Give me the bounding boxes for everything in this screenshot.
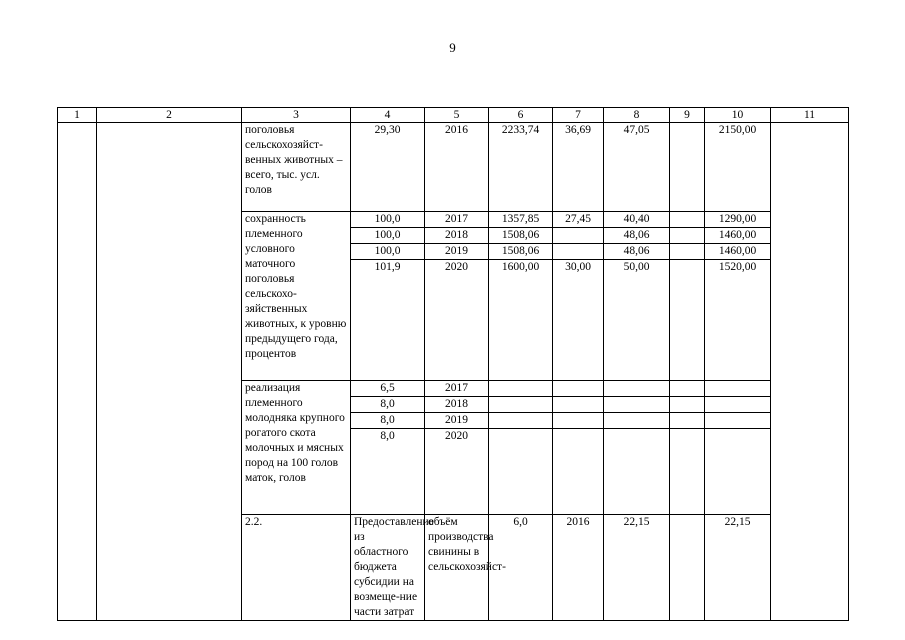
col-header-6: 6 [489, 108, 553, 123]
col-header-9: 9 [670, 108, 705, 123]
cell-target-value: 29,30 [351, 123, 425, 212]
cell-local [670, 123, 705, 212]
cell-item-number: 2.2. [242, 515, 351, 621]
cell-federal: 36,69 [553, 123, 604, 212]
cell-regional: 48,06 [604, 228, 670, 244]
cell-federal [553, 413, 604, 429]
cell-target-value: 6,0 [489, 515, 553, 621]
col-header-3: 3 [242, 108, 351, 123]
col-header-11: 11 [771, 108, 849, 123]
col-header-4: 4 [351, 108, 425, 123]
table-row [58, 123, 849, 212]
cell-federal [670, 515, 705, 621]
cell-year: 2019 [425, 244, 489, 260]
cell-year: 2016 [553, 515, 604, 621]
col-header-7: 7 [553, 108, 604, 123]
indicator-breeding-sales: реализация племенного молодняка крупного рогатого скота молочных и мясных пород на 100 голов маток, голов [242, 381, 351, 515]
cell-total: 1357,85 [489, 212, 553, 228]
cell-year: 2017 [425, 381, 489, 397]
cell-total [489, 381, 553, 397]
cell-measure: Предоставление из областного бюджета субсидии на возмеще-ние части затрат [351, 515, 425, 621]
cell-regional [604, 397, 670, 413]
cell-regional: 47,05 [604, 123, 670, 212]
cell-year: 2020 [425, 260, 489, 381]
cell-total [489, 413, 553, 429]
cell-year: 2018 [425, 397, 489, 413]
cell-total [489, 397, 553, 413]
cell-target-value: 8,0 [351, 413, 425, 429]
cell-extra: 1520,00 [705, 260, 771, 381]
column-number-row [58, 108, 849, 123]
cell-federal [553, 228, 604, 244]
cell-regional: 40,40 [604, 212, 670, 228]
cell-regional [604, 429, 670, 515]
cell-federal: 27,45 [553, 212, 604, 228]
cell-local [670, 244, 705, 260]
cell-extra [705, 397, 771, 413]
cell-federal [553, 244, 604, 260]
cell-year: 2017 [425, 212, 489, 228]
col-header-1: 1 [58, 108, 97, 123]
cell-num-empty [58, 123, 97, 621]
cell-federal [553, 429, 604, 515]
cell-target-value: 8,0 [351, 397, 425, 413]
cell-federal: 30,00 [553, 260, 604, 381]
cell-federal [553, 381, 604, 397]
col-header-2: 2 [97, 108, 242, 123]
cell-local [670, 212, 705, 228]
cell-local [670, 260, 705, 381]
program-table [57, 107, 849, 621]
indicator-breeding-preservation: сохранность племенного условного маточного поголовья сельскохо-зяйственных животных, к уровню предыдущего года, процентов [242, 212, 351, 381]
cell-local [670, 429, 705, 515]
cell-extra [705, 381, 771, 397]
cell-extra: 1290,00 [705, 212, 771, 228]
col-header-5: 5 [425, 108, 489, 123]
cell-year: 2019 [425, 413, 489, 429]
cell-year: 2016 [425, 123, 489, 212]
cell-extra [705, 413, 771, 429]
cell-target-value: 100,0 [351, 212, 425, 228]
cell-target-value: 8,0 [351, 429, 425, 515]
cell-extra: 2150,00 [705, 123, 771, 212]
cell-year: 2018 [425, 228, 489, 244]
cell-regional: 22,15 [705, 515, 771, 621]
cell-regional: 50,00 [604, 260, 670, 381]
cell-total: 1508,06 [489, 228, 553, 244]
cell-total [489, 429, 553, 515]
cell-extra [705, 429, 771, 515]
cell-local [670, 397, 705, 413]
page-number: 9 [449, 40, 456, 55]
cell-local [670, 381, 705, 397]
cell-target-value: 100,0 [351, 244, 425, 260]
cell-local [670, 228, 705, 244]
cell-total: 22,15 [604, 515, 670, 621]
cell-target-value: 6,5 [351, 381, 425, 397]
cell-measure-empty [97, 123, 242, 621]
cell-year: 2020 [425, 429, 489, 515]
cell-local [670, 413, 705, 429]
col-header-10: 10 [705, 108, 771, 123]
cell-extra: 1460,00 [705, 244, 771, 260]
col-header-8: 8 [604, 108, 670, 123]
cell-target-value: 100,0 [351, 228, 425, 244]
cell-total: 1600,00 [489, 260, 553, 381]
cell-regional: 48,06 [604, 244, 670, 260]
cell-total: 2233,74 [489, 123, 553, 212]
cell-executor-empty [771, 123, 849, 621]
cell-total: 1508,06 [489, 244, 553, 260]
cell-regional [604, 413, 670, 429]
indicator-livestock-total: поголовья сельскохозяйст-венных животных – всего, тыс. усл. голов [242, 123, 351, 212]
cell-regional [604, 381, 670, 397]
cell-target-value: 101,9 [351, 260, 425, 381]
cell-extra: 1460,00 [705, 228, 771, 244]
indicator-pork-production: объём производства свинины в сельскохозяйст- [425, 515, 489, 621]
cell-federal [553, 397, 604, 413]
